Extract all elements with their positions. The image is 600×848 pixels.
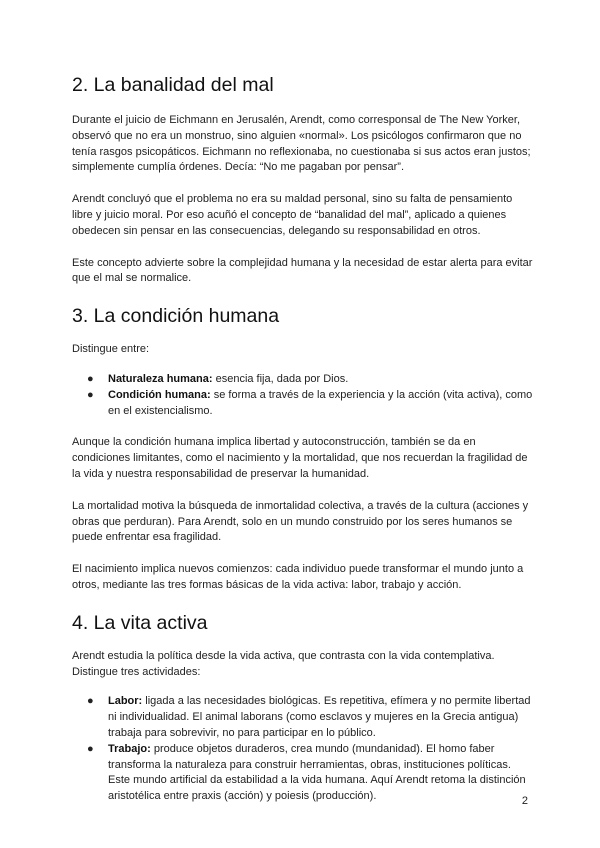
- page-number: 2: [521, 795, 528, 807]
- bullet-icon: ●: [87, 388, 94, 401]
- section-heading-banalidad: 2. La banalidad del mal: [72, 74, 274, 96]
- list-item: [72, 372, 534, 388]
- paragraph: Este concepto advierte sobre la complejidad humana y la necesidad de estar alerta para evitar que el mal se normalice.: [72, 256, 533, 285]
- list-item: [72, 742, 534, 805]
- list-item: [72, 388, 534, 420]
- list-item-term: Trabajo:: [108, 742, 151, 755]
- paragraph: Distingue entre:: [72, 343, 150, 356]
- list-item-text: se forma a través de la experiencia y la acción (vita activa), como en el existencialismo.: [108, 388, 533, 417]
- list-item-text: produce objetos duraderos, crea mundo (mundanidad). El homo faber transforma la naturaleza para construir herramientas, obras, instituciones políticas. Este mundo artificial da estabilidad a la vida humana. Aquí Arendt retoma la distinción aristotélica entre praxis (acción) y poiesis (producción).: [108, 742, 526, 803]
- list-item-text: ligada a las necesidades biológicas. Es repetitiva, efímera y no permite libertad ni individualidad. El animal laborans (como esclavos y mujeres en la Grecia antigua) trabaja para sobrevivir, no para participar en lo público.: [108, 695, 531, 739]
- bullet-list: [72, 372, 534, 419]
- paragraph: Aunque la condición humana implica libertad y autoconstrucción, también se da en condiciones limitantes, como el nacimiento y la mortalidad, que nos recuerdan la fragilidad de la vida y nuestra responsabilidad de preservar la humanidad.: [72, 436, 528, 480]
- section-heading-vita-activa: 4. La vita activa: [72, 611, 208, 634]
- list-item-term: Naturaleza humana:: [108, 372, 213, 385]
- list-item-term: Labor:: [108, 695, 143, 708]
- bullet-icon: ●: [87, 372, 94, 385]
- section-heading-condicion-humana: 3. La condición humana: [72, 305, 280, 328]
- list-item-text: esencia fija, dada por Dios.: [212, 372, 349, 385]
- paragraph: Durante el juicio de Eichmann en Jerusalén, Arendt, como corresponsal de The New Yorker, observó que no era un monstruo, sino alguien «normal». Los psicólogos confirmaron que no tenía rasgos psicopáticos. Eichmann no reflexionaba, no cuestionaba si sus actos eran justos; simplemente cumplía órdenes. Decía: “No me pagaban por pensar”.: [72, 114, 531, 174]
- paragraph: Arendt concluyó que el problema no era su maldad personal, sino su falta de pensamiento libre y juicio moral. Por eso acuñó el concepto de “banalidad del mal”, aplicado a quienes obedecen sin pensar en las consecuencias, delegando su responsabilidad en otros.: [72, 193, 513, 237]
- paragraph: Arendt estudia la política desde la vida activa, que contrasta con la vida contemplativa. Distingue tres actividades:: [72, 649, 495, 678]
- list-item-term: Condición humana:: [108, 388, 211, 401]
- bullet-icon: ●: [87, 695, 94, 708]
- paragraph: La mortalidad motiva la búsqueda de inmortalidad colectiva, a través de la cultura (acciones y obras que perduran). Para Arendt, solo en un mundo construido por los seres humanos se puede enfrentar esa fragilidad.: [72, 499, 529, 544]
- page-content: [72, 72, 534, 805]
- list-item: [72, 694, 534, 741]
- bullet-icon: ●: [87, 742, 94, 755]
- paragraph: El nacimiento implica nuevos comienzos: cada individuo puede transformar el mundo junto a otros, mediante las tres formas básicas de la vida activa: labor, trabajo y acción.: [72, 563, 524, 591]
- bullet-list: [72, 694, 534, 805]
